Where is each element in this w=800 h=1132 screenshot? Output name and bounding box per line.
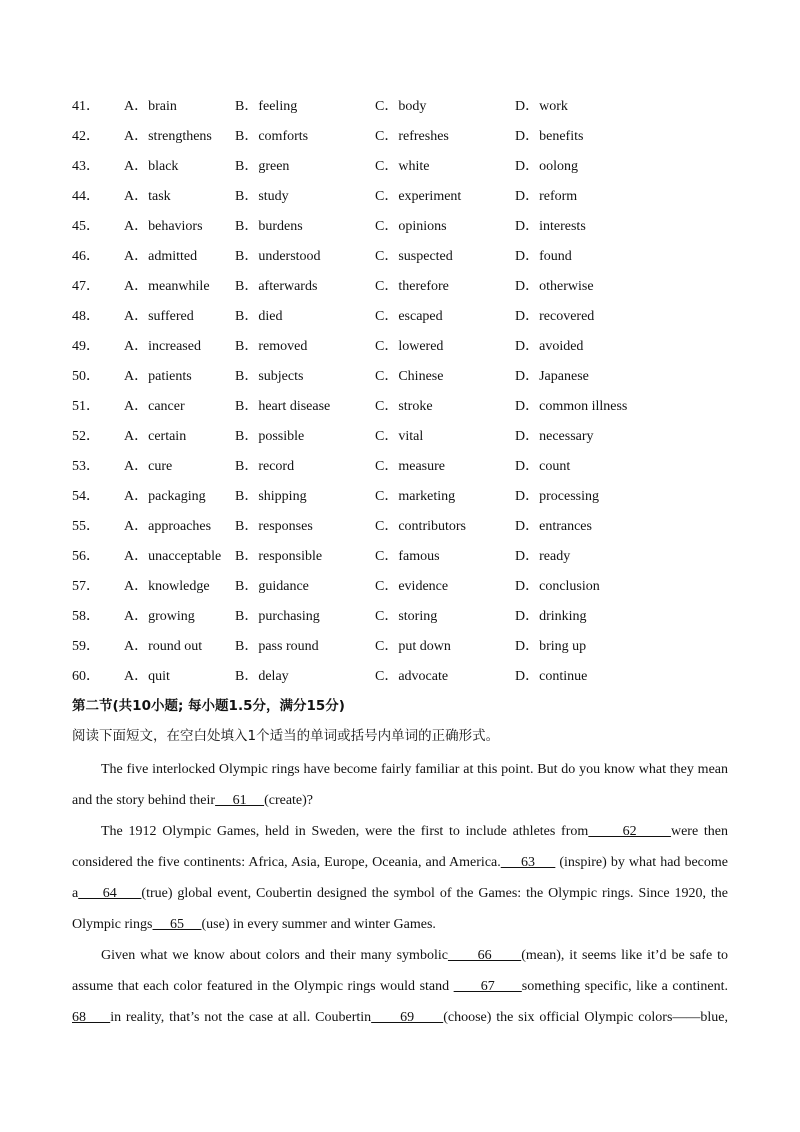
option-d: D．processing — [515, 489, 599, 504]
option-b: B．subjects — [235, 369, 304, 384]
question-number: 51． — [72, 399, 100, 414]
option-c: C．opinions — [375, 219, 447, 234]
passage-line — [72, 909, 728, 940]
passage-text: something specific, like a continent. — [521, 979, 728, 994]
option-a: A．black — [124, 159, 179, 174]
question-number: 56． — [72, 549, 100, 564]
option-b: B．purchasing — [235, 609, 320, 624]
option-c: C．storing — [375, 609, 438, 624]
option-b: B．responsible — [235, 549, 323, 564]
passage-line — [72, 1002, 728, 1033]
question-number: 41． — [72, 99, 100, 114]
option-d: D．drinking — [515, 609, 587, 624]
option-b: B．burdens — [235, 219, 303, 234]
option-c: C．marketing — [375, 489, 456, 504]
option-d: D．ready — [515, 549, 571, 564]
option-d: D．found — [515, 249, 572, 264]
passage-text: (inspire) by what had become — [555, 855, 729, 870]
passage-line — [72, 785, 728, 816]
option-d: D．oolong — [515, 159, 578, 174]
option-a: A．patients — [124, 369, 192, 384]
option-b: B．feeling — [235, 99, 298, 114]
question-number: 60． — [72, 669, 100, 684]
option-d: D．reform — [515, 189, 578, 204]
passage-text: (create)? — [264, 793, 314, 808]
blank-63: 63 — [500, 855, 556, 870]
passage-line — [72, 816, 728, 847]
section-title: 第二节(共10小题; 每小题1.5分，满分15分) — [72, 698, 345, 714]
option-d: D．otherwise — [515, 279, 594, 294]
blank-66: 66 — [447, 948, 522, 963]
option-b: B．study — [235, 189, 289, 204]
option-d: D．work — [515, 99, 568, 114]
option-d: D．conclusion — [515, 579, 600, 594]
question-number: 57． — [72, 579, 100, 594]
option-a: A．cancer — [124, 399, 185, 414]
question-number: 46． — [72, 249, 100, 264]
option-b: B．removed — [235, 339, 308, 354]
passage-text: Olympic rings — [72, 917, 153, 932]
option-c: C．famous — [375, 549, 440, 564]
option-d: D．benefits — [515, 129, 584, 144]
blank-64: 64 — [78, 886, 142, 901]
option-d: D．recovered — [515, 309, 595, 324]
option-b: B．understood — [235, 249, 321, 264]
question-number: 42． — [72, 129, 100, 144]
option-a: A．packaging — [124, 489, 206, 504]
option-c: C．experiment — [375, 189, 462, 204]
option-c: C．measure — [375, 459, 445, 474]
question-number: 50． — [72, 369, 100, 384]
passage-text: in reality, that’s not the case at all. Coubertin — [110, 1010, 372, 1025]
passage-line — [72, 878, 728, 909]
blank-61: 61 — [215, 793, 265, 808]
question-number: 55． — [72, 519, 100, 534]
question-number: 53． — [72, 459, 100, 474]
option-b: B．pass round — [235, 639, 319, 654]
option-a: A．increased — [124, 339, 201, 354]
option-b: B．delay — [235, 669, 289, 684]
option-a: A．behaviors — [124, 219, 203, 234]
option-c: C．escaped — [375, 309, 443, 324]
option-c: C．Chinese — [375, 369, 444, 384]
question-number: 59． — [72, 639, 100, 654]
question-number: 52． — [72, 429, 100, 444]
option-b: B．died — [235, 309, 283, 324]
question-number: 47． — [72, 279, 100, 294]
option-c: C．put down — [375, 639, 451, 654]
option-a: A．cure — [124, 459, 173, 474]
passage-text: considered the five continents: Africa, Asia, Europe, Oceania, and America. — [72, 855, 501, 870]
option-a: A．knowledge — [124, 579, 210, 594]
option-b: B．comforts — [235, 129, 309, 144]
option-b: B．shipping — [235, 489, 307, 504]
option-d: D．continue — [515, 669, 588, 684]
passage-text: a — [72, 886, 79, 901]
blank-67: 67 — [453, 979, 522, 994]
question-number: 48． — [72, 309, 100, 324]
option-a: A．admitted — [124, 249, 198, 264]
passage-text: assume that each color featured in the Olympic rings would stand — [72, 979, 454, 994]
blank-69: 69 — [371, 1010, 444, 1025]
option-c: C．lowered — [375, 339, 444, 354]
section-instruction: 阅读下面短文，在空白处填入1个适当的单词或括号内单词的正确形式。 — [72, 728, 500, 744]
option-c: C．white — [375, 159, 430, 174]
passage-text: Given what we know about colors and their many symbolic — [101, 948, 448, 963]
passage-text: The five interlocked Olympic rings have become fairly familiar at this point. But do you know what they mean — [101, 762, 728, 777]
option-c: C．advocate — [375, 669, 449, 684]
option-a: A．task — [124, 189, 171, 204]
passage-text: were then — [670, 824, 728, 839]
option-b: B．record — [235, 459, 295, 474]
passage — [72, 754, 728, 1033]
option-d: D．count — [515, 459, 571, 474]
option-a: A．approaches — [124, 519, 212, 534]
option-b: B．guidance — [235, 579, 309, 594]
blank-68: 68 — [72, 1010, 111, 1025]
option-d: D．Japanese — [515, 369, 589, 384]
option-a: A．unacceptable — [124, 549, 222, 564]
question-number: 58． — [72, 609, 100, 624]
blank-62: 62 — [588, 824, 671, 839]
blank-65: 65 — [152, 917, 202, 932]
option-c: C．vital — [375, 429, 424, 444]
passage-text: and the story behind their — [72, 793, 216, 808]
option-d: D．necessary — [515, 429, 594, 444]
option-d: D．interests — [515, 219, 586, 234]
option-b: B．green — [235, 159, 290, 174]
passage-text: (mean), it seems like it’d be safe to — [521, 948, 729, 963]
option-c: C．stroke — [375, 399, 433, 414]
option-d: D．bring up — [515, 639, 587, 654]
question-number: 49． — [72, 339, 100, 354]
option-c: C．body — [375, 99, 427, 114]
question-number: 45． — [72, 219, 100, 234]
option-c: C．evidence — [375, 579, 449, 594]
passage-line — [72, 971, 728, 1002]
option-a: A．brain — [124, 99, 177, 114]
option-b: B．possible — [235, 429, 305, 444]
passage-text: (choose) the six official Olympic colors——blue, — [443, 1010, 729, 1025]
option-d: D．avoided — [515, 339, 584, 354]
option-d: D．entrances — [515, 519, 592, 534]
option-c: C．refreshes — [375, 129, 449, 144]
question-number: 43． — [72, 159, 100, 174]
option-a: A．suffered — [124, 309, 194, 324]
passage-line — [72, 754, 728, 785]
passage-text: The 1912 Olympic Games, held in Sweden, were the first to include athletes from — [101, 824, 589, 839]
option-c: C．contributors — [375, 519, 466, 534]
question-number: 44． — [72, 189, 100, 204]
passage-line — [72, 940, 728, 971]
option-c: C．suspected — [375, 249, 453, 264]
option-a: A．growing — [124, 609, 195, 624]
option-a: A．strengthens — [124, 129, 212, 144]
passage-text: (true) global event, Coubertin designed the symbol of the Games: the Olympic rings. Since 1920, the — [141, 886, 729, 901]
option-a: A．round out — [124, 639, 203, 654]
question-number: 54． — [72, 489, 100, 504]
option-a: A．quit — [124, 669, 170, 684]
option-a: A．certain — [124, 429, 187, 444]
option-b: B．responses — [235, 519, 313, 534]
option-d: D．common illness — [515, 399, 628, 414]
option-c: C．therefore — [375, 279, 449, 294]
option-b: B．afterwards — [235, 279, 318, 294]
passage-line — [72, 847, 728, 878]
passage-text: (use) in every summer and winter Games. — [201, 917, 436, 932]
option-b: B．heart disease — [235, 399, 331, 414]
option-a: A．meanwhile — [124, 279, 210, 294]
